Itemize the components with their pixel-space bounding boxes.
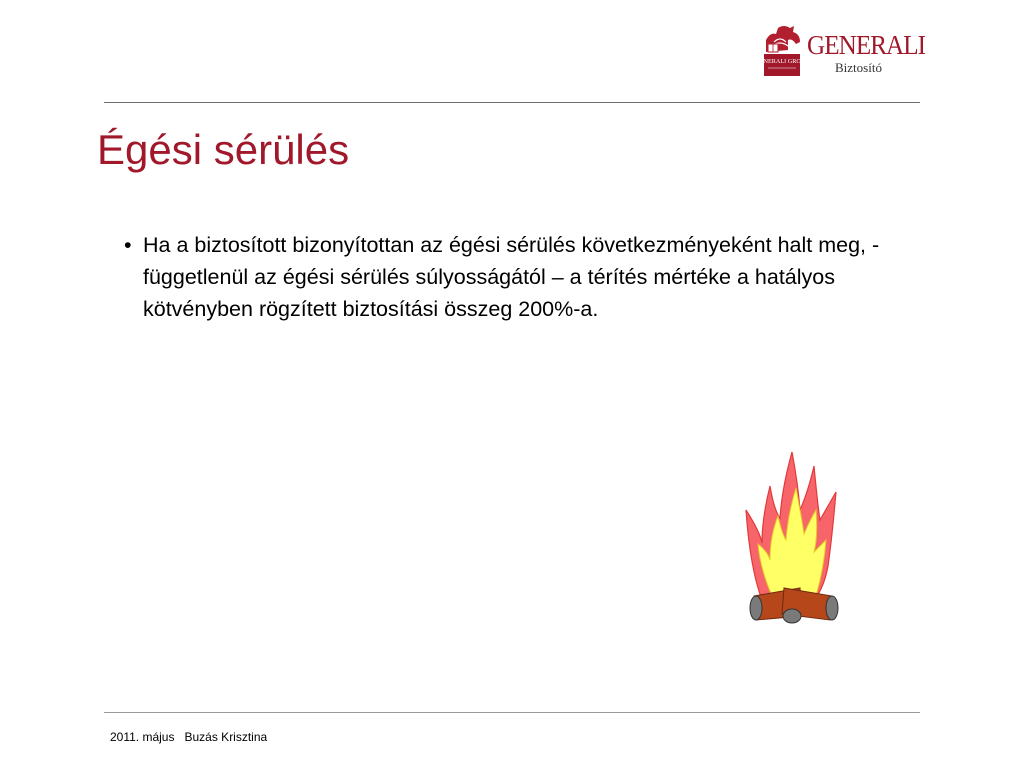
lion-emblem-icon — [755, 22, 809, 78]
footer — [110, 730, 267, 744]
bullet-list — [124, 229, 914, 325]
footer-divider — [104, 712, 920, 713]
generali-logo — [755, 22, 926, 80]
logo-subtitle: Biztosító — [835, 60, 882, 75]
footer-date: 2011. május — [110, 730, 175, 744]
emblem-label: GENERALI GROUP — [755, 58, 809, 65]
bullet-item — [124, 229, 914, 325]
logo-name: GENERALI — [807, 30, 926, 60]
header-divider — [104, 102, 920, 103]
campfire-icon — [742, 448, 842, 628]
bullet-icon: • — [124, 233, 132, 257]
slide-title: Égési sérülés — [97, 126, 350, 173]
footer-author: Buzás Krisztina — [184, 730, 268, 744]
bullet-text: Ha a biztosított bizonyítottan az égési sérülés következményeként halt meg, - függetlenül az égési sérülés súlyosságától – a térítés mértéke a hatályos kötvényben rögzített biztosítási összeg 200%-a. — [143, 233, 880, 321]
